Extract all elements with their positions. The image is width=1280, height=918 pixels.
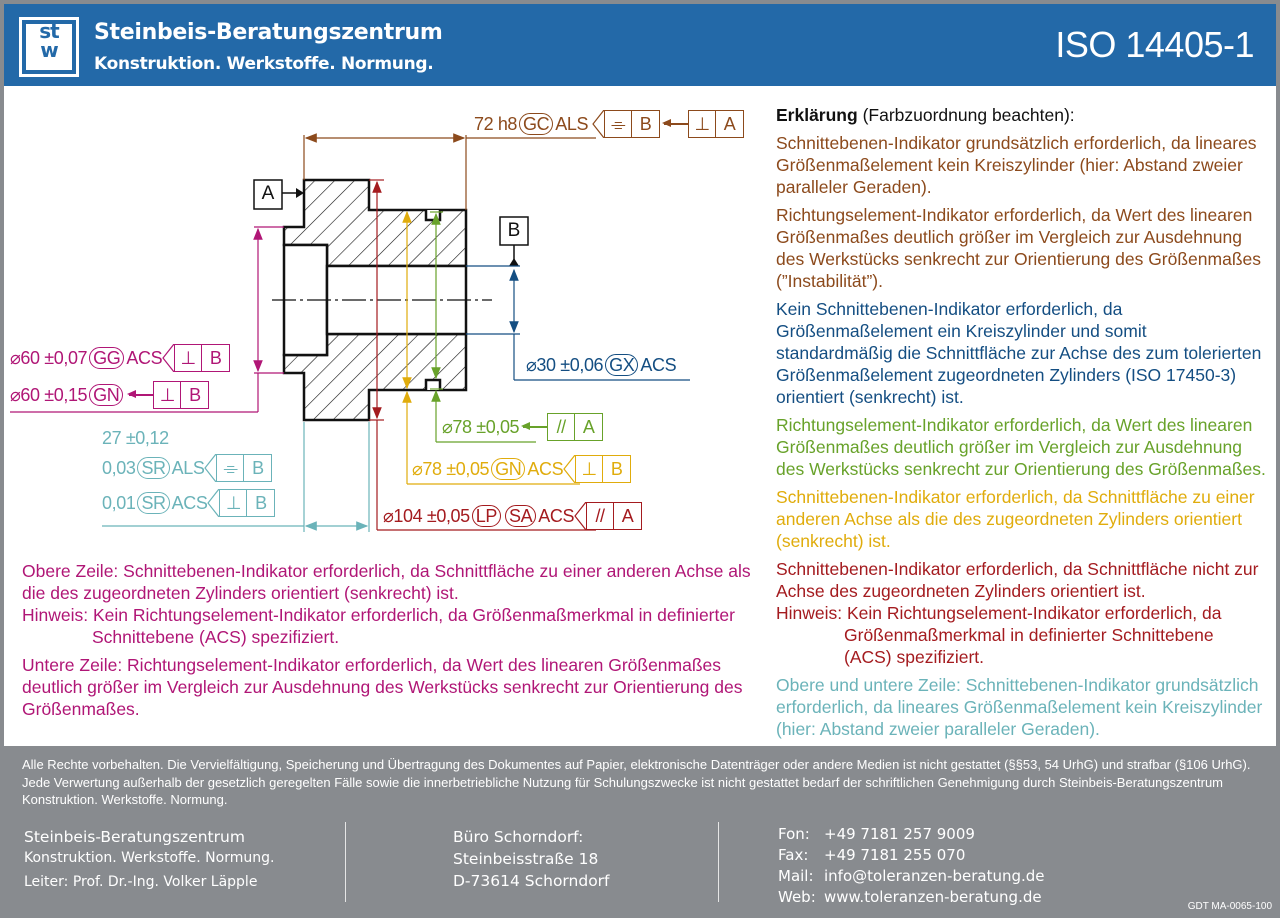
yellow-frame <box>563 455 631 483</box>
footer-office-title: Büro Schorndorf: <box>453 828 584 846</box>
legend-teal: Obere und untere Zeile: Schnittebenen-Indikator grundsätzlich erforderlich, da lineares Größenmaßelement kein Kreiszylinder (hier: Abstand zweier paralleler Geraden). <box>776 675 1263 739</box>
brown-frame1-datum: B <box>632 110 660 138</box>
brown-frame1-symbol: ⌯ <box>604 110 632 138</box>
footer-street: Steinbeisstraße 18 <box>453 850 599 868</box>
legend-navy: Kein Schnittebenen-Indikator erforderlich, da Größenmaßelement ein Kreiszylinder und somit standardmäßig die Schnittfläche zur Achse des zum tolerierten Größenmaßelement zugeordneten Zylinders (ISO 17450-3) orientiert (senkrecht) ist. <box>776 299 1262 407</box>
datum-b-triangle <box>509 258 519 266</box>
datum-b-label: B <box>507 220 521 241</box>
document-id: GDT MA-0065-100 <box>1187 901 1272 912</box>
magenta-lower-annotation <box>10 381 209 409</box>
datum-a-label: A <box>261 183 275 204</box>
navy-dim-modifier: GX <box>605 354 638 376</box>
magenta-lower-modifier: GN <box>89 384 123 406</box>
note-lower-line: Untere Zeile: Richtungselement-Indikator erforderlich, da Wert des linearen Größenmaßes deutlich größer im Vergleich zur Ausdehnung des Werkstücks senkrecht zur Orientierung des Größenmaßes. <box>22 655 743 719</box>
green-leader-arrow <box>523 426 547 428</box>
magenta-upper-symbol: ⊥ <box>174 344 202 372</box>
footer-city: D-73614 Schorndorf <box>453 872 610 890</box>
footer-org-name: Steinbeis-Beratungszentrum <box>24 828 245 846</box>
teal-row2-suffix: ACS <box>171 493 208 513</box>
red-dim-value: ⌀104 ±0,05 <box>383 506 470 526</box>
contact-fax-value: +49 7181 255 070 <box>824 846 966 864</box>
magenta-lower-symbol: ⊥ <box>153 381 181 409</box>
part-section <box>272 180 492 420</box>
brown-leader-arrow <box>664 123 688 125</box>
navy-dim-suffix: ACS <box>640 355 677 375</box>
magenta-upper-frame <box>162 344 230 372</box>
org-subtitle: Konstruktion. Werkstoffe. Normung. <box>94 54 434 74</box>
legend-title <box>776 104 1266 126</box>
contact-phone-value: +49 7181 257 9009 <box>824 825 975 843</box>
footer-org-subtitle: Konstruktion. Werkstoffe. Normung. <box>24 850 275 866</box>
teal-row2-symbol: ⊥ <box>219 489 247 517</box>
brown-dim-suffix: ALS <box>555 114 589 134</box>
yellow-dim-datum: B <box>603 455 631 483</box>
legend-red-2: Hinweis: Kein Richtungselement-Indikator erforderlich, da Größenmaßmerkmal in definierter Schnittebene (ACS) spezifiziert. <box>776 603 1222 667</box>
contact-web-label: Web: <box>778 888 816 906</box>
magenta-upper-suffix: ACS <box>126 348 163 368</box>
footer-office <box>453 826 610 892</box>
legend-title-rest: (Farbzuordnung beachten): <box>857 105 1075 125</box>
teal-row2-value: 0,01 <box>102 493 136 513</box>
teal-row1-modifier: SR <box>137 457 169 479</box>
brown-frame2 <box>688 110 744 138</box>
legend-panel <box>776 104 1266 746</box>
green-dim-symbol: // <box>547 413 575 441</box>
red-dim-symbol: // <box>586 502 614 530</box>
yellow-dim-suffix: ACS <box>527 459 564 479</box>
brown-dim-modifier: GC <box>519 113 553 135</box>
contact-web-link[interactable]: www.toleranzen-beratung.de <box>824 888 1042 906</box>
teal-dim-annotation <box>102 428 169 448</box>
green-frame <box>547 413 603 441</box>
legend-brown-2: Richtungselement-Indikator erforderlich, da Wert des linearen Größenmaßes deutlich größer im Vergleich zur Ausdehnung des Werkstücks senkrecht zur Orientierung des Größenmaßes (”Instabilität”). <box>776 205 1262 291</box>
logo-line-1: st <box>39 19 59 43</box>
contact-mail <box>778 866 1045 887</box>
navy-dim-value: ⌀30 ±0,06 <box>526 355 604 375</box>
teal-row1-value: 0,03 <box>102 458 136 478</box>
contact-web <box>778 887 1045 908</box>
magenta-notes <box>22 560 762 726</box>
legend-green: Richtungselement-Indikator erforderlich, da Wert des linearen Größenmaßes deutlich größer im Vergleich zur Ausdehnung des Werkstücks senkrecht zur Orientierung des Größenmaßes. <box>776 415 1266 479</box>
yellow-dim-value: ⌀78 ±0,05 <box>412 459 490 479</box>
footer-contacts <box>778 824 1045 908</box>
teal-row1-symbol: ⌯ <box>216 454 244 482</box>
legend-title-bold: Erklärung <box>776 105 858 125</box>
teal-row1-annotation <box>102 454 272 482</box>
red-dim-suffix: ACS <box>538 506 575 526</box>
green-dim-datum: A <box>575 413 603 441</box>
legend-brown-1: Schnittebenen-Indikator grundsätzlich erforderlich, da lineares Größenmaßelement kein Kreiszylinder (hier: Abstand zweier paralleler Geraden). <box>776 133 1257 197</box>
contact-mail-label: Mail: <box>778 867 814 885</box>
teal-row2-annotation <box>102 489 275 517</box>
logo-line-2: w <box>40 38 58 62</box>
red-dim-modifier-2: SA <box>505 505 536 527</box>
magenta-upper-modifier: GG <box>89 347 124 369</box>
legend-red-1: Schnittebenen-Indikator erforderlich, da Schnittfläche nicht zur Achse des zugeordneten Zylinders orientiert ist. <box>776 559 1259 601</box>
brown-annotation <box>474 110 744 138</box>
red-frame <box>574 502 642 530</box>
magenta-lower-value: ⌀60 ±0,15 <box>10 385 88 405</box>
magenta-leader-arrow <box>129 394 153 396</box>
standard-title: ISO 14405-1 <box>1055 24 1254 65</box>
teal-row1-frame <box>204 454 272 482</box>
magenta-lower-datum: B <box>181 381 209 409</box>
org-name: Steinbeis-Beratungszentrum <box>94 20 443 45</box>
teal-row2-datum: B <box>247 489 275 517</box>
legend-yellow: Schnittebenen-Indikator erforderlich, da Schnittfläche zu einer anderen Achse als die des zugeordneten Zylinders orientiert (senkrecht) ist. <box>776 487 1255 551</box>
yellow-dim-symbol: ⊥ <box>575 455 603 483</box>
brown-dim-value: 72 h8 <box>474 114 518 134</box>
navy-annotation <box>526 354 676 376</box>
note-hint: Hinweis: Kein Richtungselement-Indikator erforderlich, da Größenmaßmerkmal in definierter Schnittebene (ACS) spezifiziert. <box>22 605 735 647</box>
teal-row1-suffix: ALS <box>171 458 205 478</box>
magenta-upper-datum: B <box>202 344 230 372</box>
yellow-annotation <box>412 455 631 483</box>
note-upper-line: Obere Zeile: Schnittebenen-Indikator erforderlich, da Schnittfläche zu einer anderen Achse als die des zugeordneten Zylinders orientiert (senkrecht) ist. <box>22 561 751 603</box>
teal-row2-modifier: SR <box>137 492 169 514</box>
green-annotation <box>442 413 603 441</box>
green-dim-value: ⌀78 ±0,05 <box>442 417 520 437</box>
magenta-upper-value: ⌀60 ±0,07 <box>10 348 88 368</box>
teal-row2-frame <box>207 489 275 517</box>
magenta-upper-annotation <box>10 344 230 372</box>
brown-frame1 <box>592 110 660 138</box>
footer-divider-2 <box>718 822 719 902</box>
footer-leader: Leiter: Prof. Dr.-Ing. Volker Läpple <box>24 874 258 890</box>
contact-phone-label: Fon: <box>778 825 810 843</box>
contact-phone <box>778 824 1045 845</box>
contact-fax <box>778 845 1045 866</box>
red-annotation <box>383 502 642 530</box>
red-dim-modifier-1: LP <box>472 505 501 527</box>
contact-fax-label: Fax: <box>778 846 809 864</box>
copyright-notice: Alle Rechte vorbehalten. Die Vervielfältigung, Speicherung und Übertragung des Dokumentes auf Papier, elektronische Datenträger oder andere Medien ist nicht gestattet (§§53, 54 UrhG) und strafbar (§106 UrhG). Jede Verwertung außerhalb der gesetzlich geregelten Fälle sowie die innerbetriebliche Nutzung für Schulungszwecke ist nicht gestattet bedarf der schriftlichen Genehmigung durch Steinbeis-Beratungszentrum Konstruktion. Werkstoffe. Normung. <box>22 757 1251 807</box>
teal-row1-datum: B <box>244 454 272 482</box>
footer-org <box>24 826 274 893</box>
brown-frame2-datum: A <box>716 110 744 138</box>
red-dim-datum: A <box>614 502 642 530</box>
contact-mail-link[interactable]: info@toleranzen-beratung.de <box>824 867 1045 885</box>
teal-dim-value: 27 ±0,12 <box>102 428 169 448</box>
yellow-dim-modifier: GN <box>491 458 525 480</box>
magenta-lower-frame <box>153 381 209 409</box>
footer-divider-1 <box>345 822 346 902</box>
brown-frame2-symbol: ⊥ <box>688 110 716 138</box>
